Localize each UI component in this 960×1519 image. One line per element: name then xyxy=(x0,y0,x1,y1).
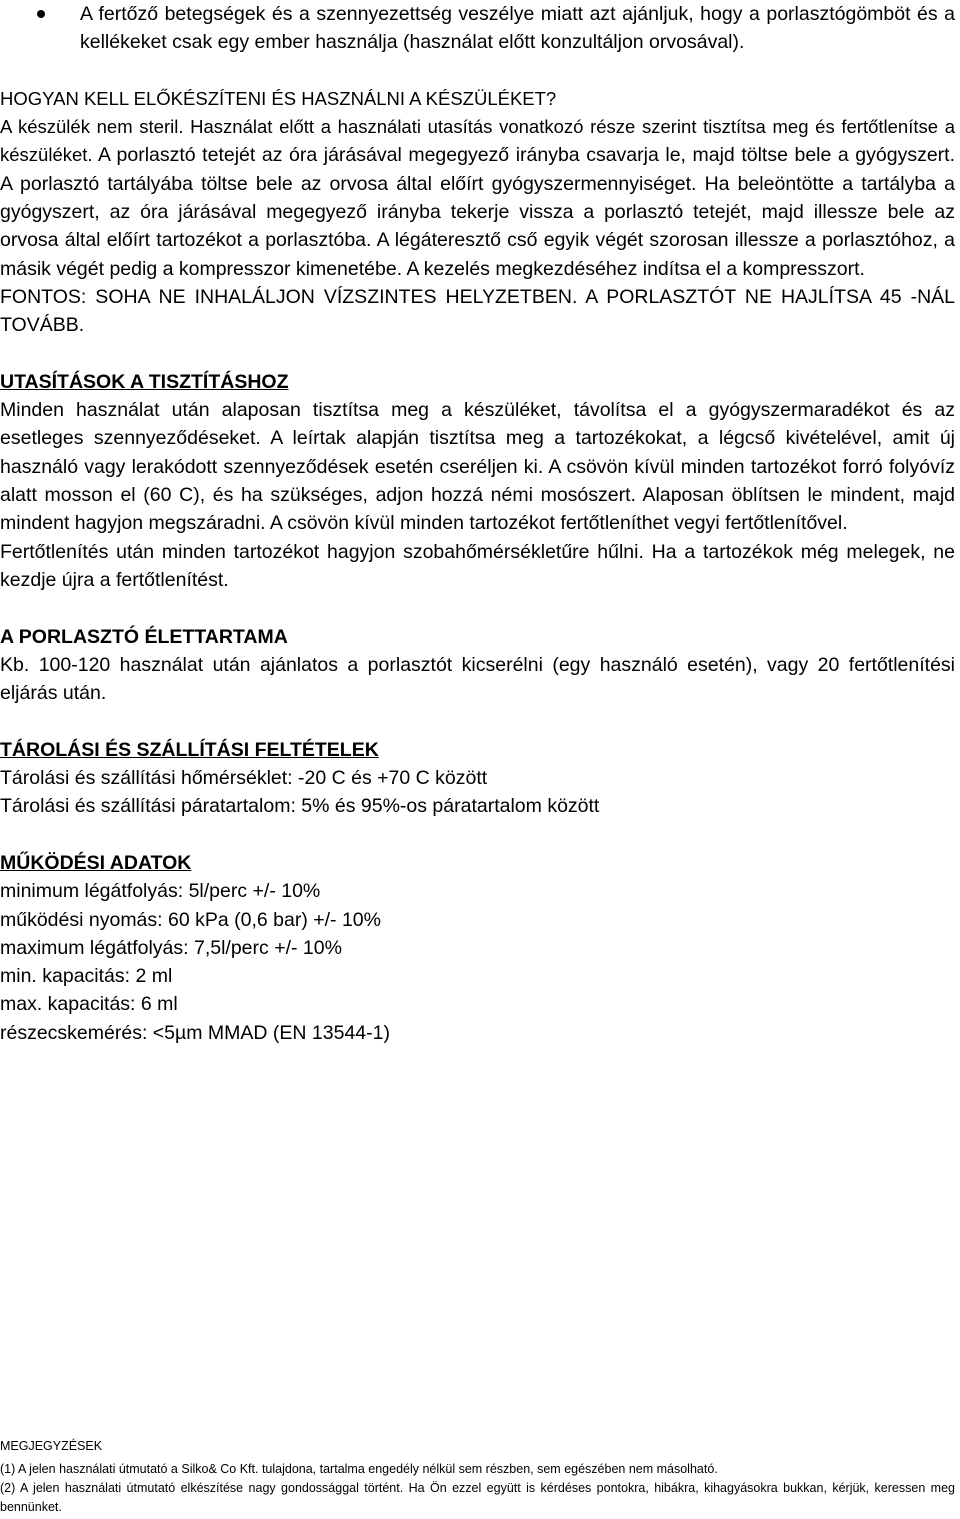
notes-section xyxy=(0,1437,955,1517)
cleaning-heading: UTASÍTÁSOK A TISZTÍTÁSHOZ xyxy=(0,370,289,393)
note-item: (1) A jelen használati útmutató a Silko& Co Kft. tulajdona, tartalma engedély nélkül sem részben, sem egészében nem másolható. xyxy=(0,1461,718,1476)
storage-section xyxy=(0,736,955,821)
usage-heading: HOGYAN KELL ELŐKÉSZÍTENI ÉS HASZNÁLNI A KÉSZÜLÉKET? xyxy=(0,87,557,109)
warning-text: FONTOS: SOHA NE INHALÁLJON VÍZSZINTES HELYZETBEN. A PORLASZTÓT NE HAJLÍTSA 45 -NÁL TOVÁBB. xyxy=(0,285,955,337)
operating-line: részecskemérés: <5µm MMAD (EN 13544-1) xyxy=(0,1021,390,1044)
cleaning-paragraph: Minden használat után alaposan tisztítsa meg a készüléket, távolítsa el a gyógyszermaradékot és az esetleges szennyeződéseket. A leírtak alapján tisztítsa meg a tartozékokat, a légcső kivételével, amit új használó vagy lerakódott szennyeződések esetén cseréljen ki. A csövön kívül minden tartozékot forró folyóvíz alatt mosson el (60 C), és ha szükséges, adjon hozzá némi mosószert. Alaposan öblítsen le mindent, majd mindent hagyjon megszáradni. A csövön kívül minden tartozékot fertőtleníthet vegyi fertőtlenítővel. xyxy=(0,399,955,535)
cleaning-paragraph: Fertőtlenítés után minden tartozékot hagyjon szobahőmérsékletűre hűlni. Ha a tartozékok még melegek, ne kezdje újra a fertőtlenítést. xyxy=(0,540,955,591)
notes-heading: MEGJEGYZÉSEK xyxy=(0,1439,103,1453)
bullet-icon xyxy=(37,10,45,18)
lifetime-section xyxy=(0,623,955,708)
operating-line: max. kapacitás: 6 ml xyxy=(0,993,178,1016)
storage-line: Tárolási és szállítási hőmérséklet: -20 C és +70 C között xyxy=(0,767,488,790)
lifetime-heading: A PORLASZTÓ ÉLETTARTAMA xyxy=(0,625,288,648)
storage-line: Tárolási és szállítási páratartalom: 5% és 95%-os páratartalom között xyxy=(0,795,600,818)
bullet-list-item xyxy=(0,0,955,57)
usage-steps-text: A porlasztó tetejét az óra járásával megegyező irányba csavarja le, majd töltse bele a gyógyszert. A porlasztó tartályába töltse bele az orvosa által előírt gyógyszermennyiséget. Ha beleöntötte a tartályba a gyógyszert, az óra járásával megegyező irányba tekerje vissza a porlasztó tetejét, majd illessze bele az orvosa által előírt tartozékot a porlasztóba. A légáteresztő cső egyik végét szorosan illessze a porlasztóhoz, a másik végét pedig a kompresszor kimenetébe. A kezelés megkezdéséhez indítsa el a kompresszort. xyxy=(0,144,956,280)
operating-line: min. kapacitás: 2 ml xyxy=(0,965,173,988)
cleaning-section xyxy=(0,368,955,594)
operating-line: maximum légátfolyás: 7,5l/perc +/- 10% xyxy=(0,936,342,959)
operating-line: minimum légátfolyás: 5l/perc +/- 10% xyxy=(0,880,321,903)
operating-heading: MŰKÖDÉSI ADATOK xyxy=(0,851,192,874)
bullet-text: A fertőző betegségek és a szennyezettség veszélye miatt azt ajánljuk, hogy a porlasztógömböt és a kellékeket csak egy ember használja (használat előtt konzultáljon orvosával). xyxy=(80,3,955,54)
operating-line: működési nyomás: 60 kPa (0,6 bar) +/- 10% xyxy=(0,908,381,931)
operating-section xyxy=(0,849,955,1047)
lifetime-text: Kb. 100-120 használat után ajánlatos a porlasztót kicserélni (egy használó esetén), vagy 20 fertőtlenítési eljárás után. xyxy=(0,653,955,705)
notes-list xyxy=(0,1460,955,1517)
usage-intro-text: A készülék nem steril. Használat előtt a használati utasítás vonatkozó része szerint tisztítsa meg és fertőtlenítse a készüléket. xyxy=(0,116,955,166)
note-item: (2) A jelen használati útmutató elkészítése nagy gondossággal történt. Ha Ön ezzel együtt is kérdéses pontokra, hibákra, kihagyásokra bukkan, kérjük, keressen meg bennünket. xyxy=(0,1480,955,1514)
usage-paragraph xyxy=(0,113,955,283)
storage-heading: TÁROLÁSI ÉS SZÁLLÍTÁSI FELTÉTELEK xyxy=(0,738,379,761)
usage-section xyxy=(0,85,955,340)
